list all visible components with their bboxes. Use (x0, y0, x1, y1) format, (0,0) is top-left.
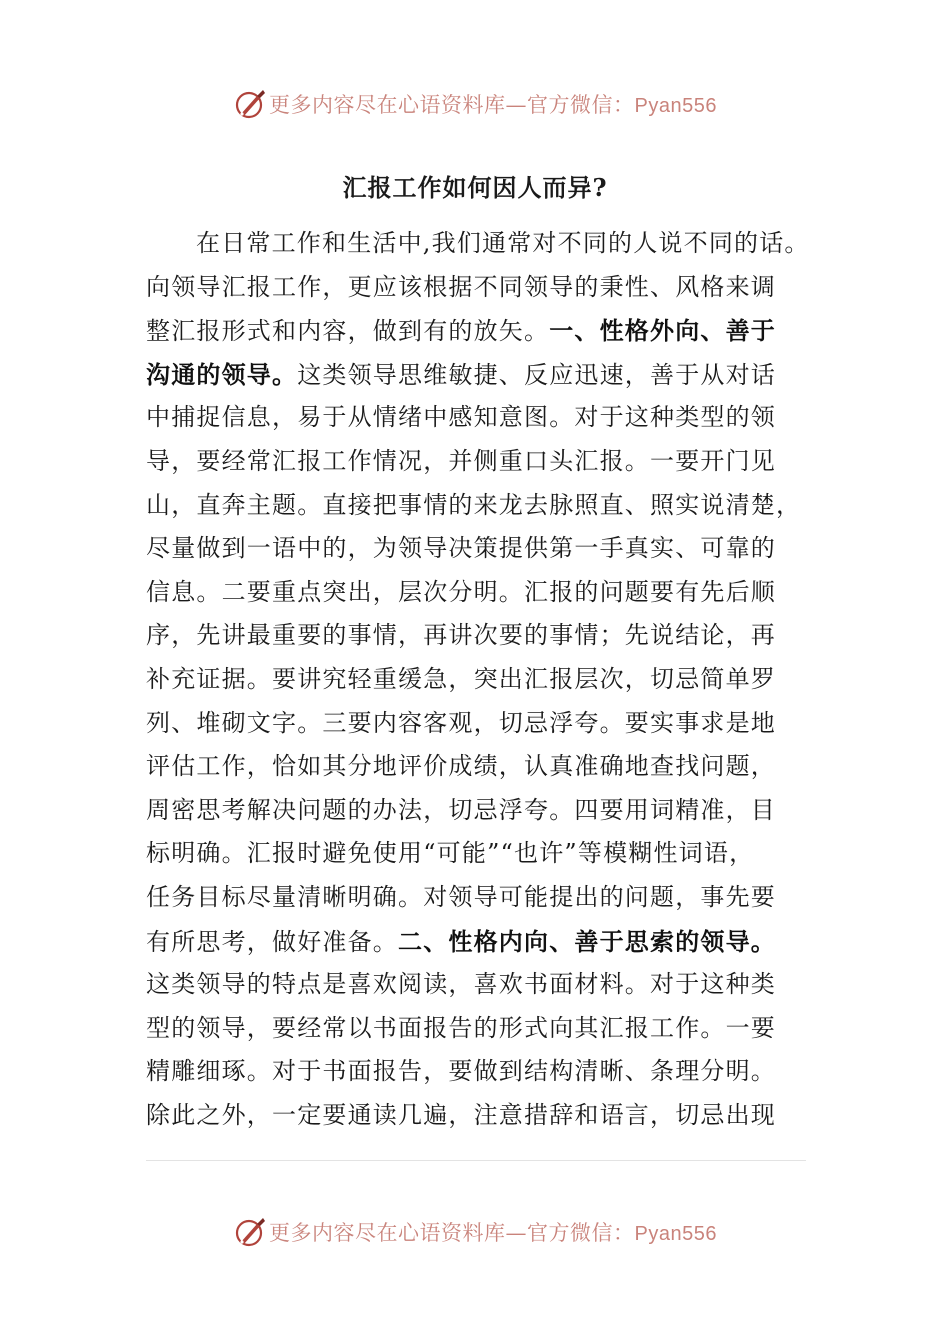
header-banner-inner (233, 87, 717, 121)
text-line: 山，直奔主题。直接把事情的来龙去脉照直、照实说清楚， (146, 490, 802, 519)
text-line: 这类领导的特点是喜欢阅读，喜欢书面材料。对于这种类 (146, 970, 776, 999)
header-banner (0, 84, 950, 124)
text-line: 有所思考，做好准备。二、性格内向、善于思索的领导。 (146, 926, 776, 956)
text-line: 周密思考解决问题的办法，切忌浮夸。四要用词精准，目 (146, 795, 776, 824)
pen-circle-logo-icon (233, 87, 267, 121)
text-line: 导，要经常汇报工作情况，并侧重口头汇报。一要开门见 (146, 446, 776, 475)
text-line: 在日常工作和生活中,我们通常对不同的人说不同的话。 (196, 229, 810, 257)
section-heading-1: 一、性格外向、善于 (549, 316, 777, 346)
text-line: 精雕细琢。对于书面报告，要做到结构清晰、条理分明。 (146, 1057, 776, 1086)
text-line: 型的领导，要经常以书面报告的形式向其汇报工作。一要 (146, 1013, 776, 1042)
text-line: 信息。二要重点突出，层次分明。汇报的问题要有先后顺 (146, 577, 776, 606)
footer-banner-inner (233, 1215, 717, 1249)
text-line: 沟通的领导。这类领导思维敏捷、反应迅速，善于从对话 (146, 359, 777, 389)
text-line: 中捕捉信息，易于从情绪中感知意图。对于这种类型的领 (146, 403, 776, 432)
text-line: 向领导汇报工作，更应该根据不同领导的秉性、风格来调 (146, 272, 776, 301)
text-line: 除此之外，一定要通读几遍，注意措辞和语言，切忌出现 (146, 1100, 776, 1129)
text-line: 评估工作，恰如其分地评价成绩，认真准确地查找问题， (146, 752, 776, 781)
section-heading-2: 二、性格内向、善于思索的领导。 (398, 926, 776, 956)
document-body (146, 222, 810, 1137)
pen-circle-logo-icon (233, 1215, 267, 1249)
text-line: 序，先讲最重要的事情，再讲次要的事情；先说结论，再 (146, 621, 776, 650)
header-wechat-id: Pyan556 (634, 95, 717, 117)
text-line: 列、堆砌文字。三要内容客观，切忌浮夸。要实事求是地 (146, 708, 776, 737)
text-line: 标明确。汇报时避免使用“可能”“也许”等模糊性词语， (146, 839, 755, 868)
text-line: 任务目标尽量清晰明确。对领导可能提出的问题，事先要 (146, 882, 776, 911)
document-title: 汇报工作如何因人而异? (342, 173, 608, 202)
footer-banner (0, 1212, 950, 1252)
text-line: 尽量做到一语中的，为领导决策提供第一手真实、可靠的 (146, 534, 776, 563)
footer-wechat-id: Pyan556 (634, 1223, 717, 1245)
footer-banner-text: 更多内容尽在心语资料库—官方微信：Pyan556 (269, 1221, 717, 1245)
section-heading-1-cont: 沟通的领导。 (146, 359, 298, 389)
text-line: 补充证据。要讲究轻重缓急，突出汇报层次，切忌简单罗 (146, 664, 776, 693)
text-line: 整汇报形式和内容，做到有的放矢。一、性格外向、善于 (146, 316, 777, 346)
footer-divider (146, 1160, 806, 1161)
header-banner-text: 更多内容尽在心语资料库—官方微信：Pyan556 (269, 93, 717, 117)
